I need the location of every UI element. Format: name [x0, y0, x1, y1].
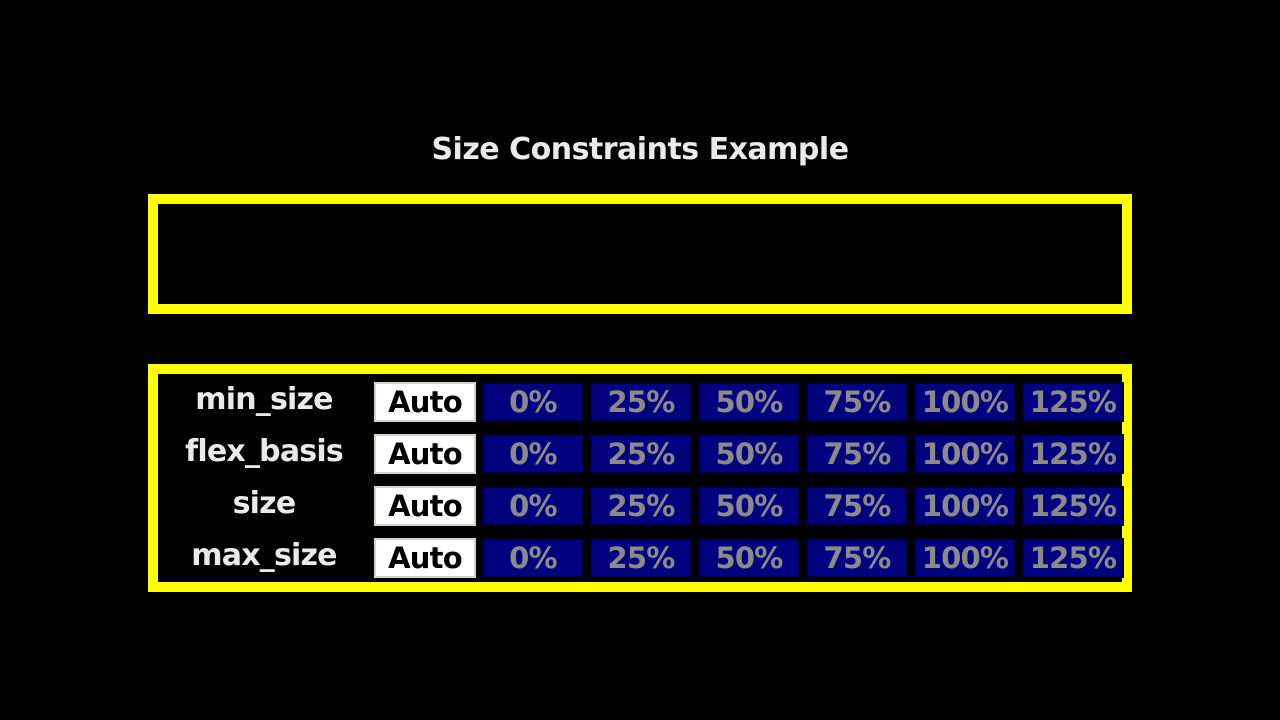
row-label-flex-basis: flex_basis: [185, 434, 343, 469]
size-option-100[interactable]: 100%: [914, 486, 1016, 526]
size-option-25[interactable]: 25%: [590, 486, 692, 526]
min-size-option-25[interactable]: 25%: [590, 382, 692, 422]
row-max-size: [164, 534, 1124, 578]
flex-basis-option-100[interactable]: 100%: [914, 434, 1016, 474]
min-size-option-0[interactable]: 0%: [482, 382, 584, 422]
row-label-min-size: min_size: [195, 382, 333, 417]
flex-basis-option-25[interactable]: 25%: [590, 434, 692, 474]
max-size-option-100[interactable]: 100%: [914, 538, 1016, 578]
min-size-option-50[interactable]: 50%: [698, 382, 800, 422]
min-size-option-100[interactable]: 100%: [914, 382, 1016, 422]
min-size-option-75[interactable]: 75%: [806, 382, 908, 422]
max-size-option-75[interactable]: 75%: [806, 538, 908, 578]
controls-panel: [148, 364, 1132, 592]
flex-basis-option-50[interactable]: 50%: [698, 434, 800, 474]
flex-basis-option-0[interactable]: 0%: [482, 434, 584, 474]
flex-basis-option-auto[interactable]: Auto: [374, 434, 476, 474]
row-label-max-size: max_size: [191, 538, 337, 573]
max-size-option-25[interactable]: 25%: [590, 538, 692, 578]
size-option-125[interactable]: 125%: [1022, 486, 1124, 526]
min-size-option-125[interactable]: 125%: [1022, 382, 1124, 422]
size-option-auto[interactable]: Auto: [374, 486, 476, 526]
row-label-size: size: [232, 486, 296, 521]
max-size-option-50[interactable]: 50%: [698, 538, 800, 578]
preview-panel: [148, 194, 1132, 314]
flex-basis-option-125[interactable]: 125%: [1022, 434, 1124, 474]
max-size-option-0[interactable]: 0%: [482, 538, 584, 578]
size-option-50[interactable]: 50%: [698, 486, 800, 526]
size-option-0[interactable]: 0%: [482, 486, 584, 526]
size-option-75[interactable]: 75%: [806, 486, 908, 526]
flex-basis-option-75[interactable]: 75%: [806, 434, 908, 474]
page-title: Size Constraints Example: [431, 132, 849, 167]
max-size-option-125[interactable]: 125%: [1022, 538, 1124, 578]
row-min-size: [164, 378, 1124, 422]
min-size-option-auto[interactable]: Auto: [374, 382, 476, 422]
max-size-option-auto[interactable]: Auto: [374, 538, 476, 578]
row-size: [164, 482, 1124, 526]
row-flex-basis: [164, 430, 1124, 474]
